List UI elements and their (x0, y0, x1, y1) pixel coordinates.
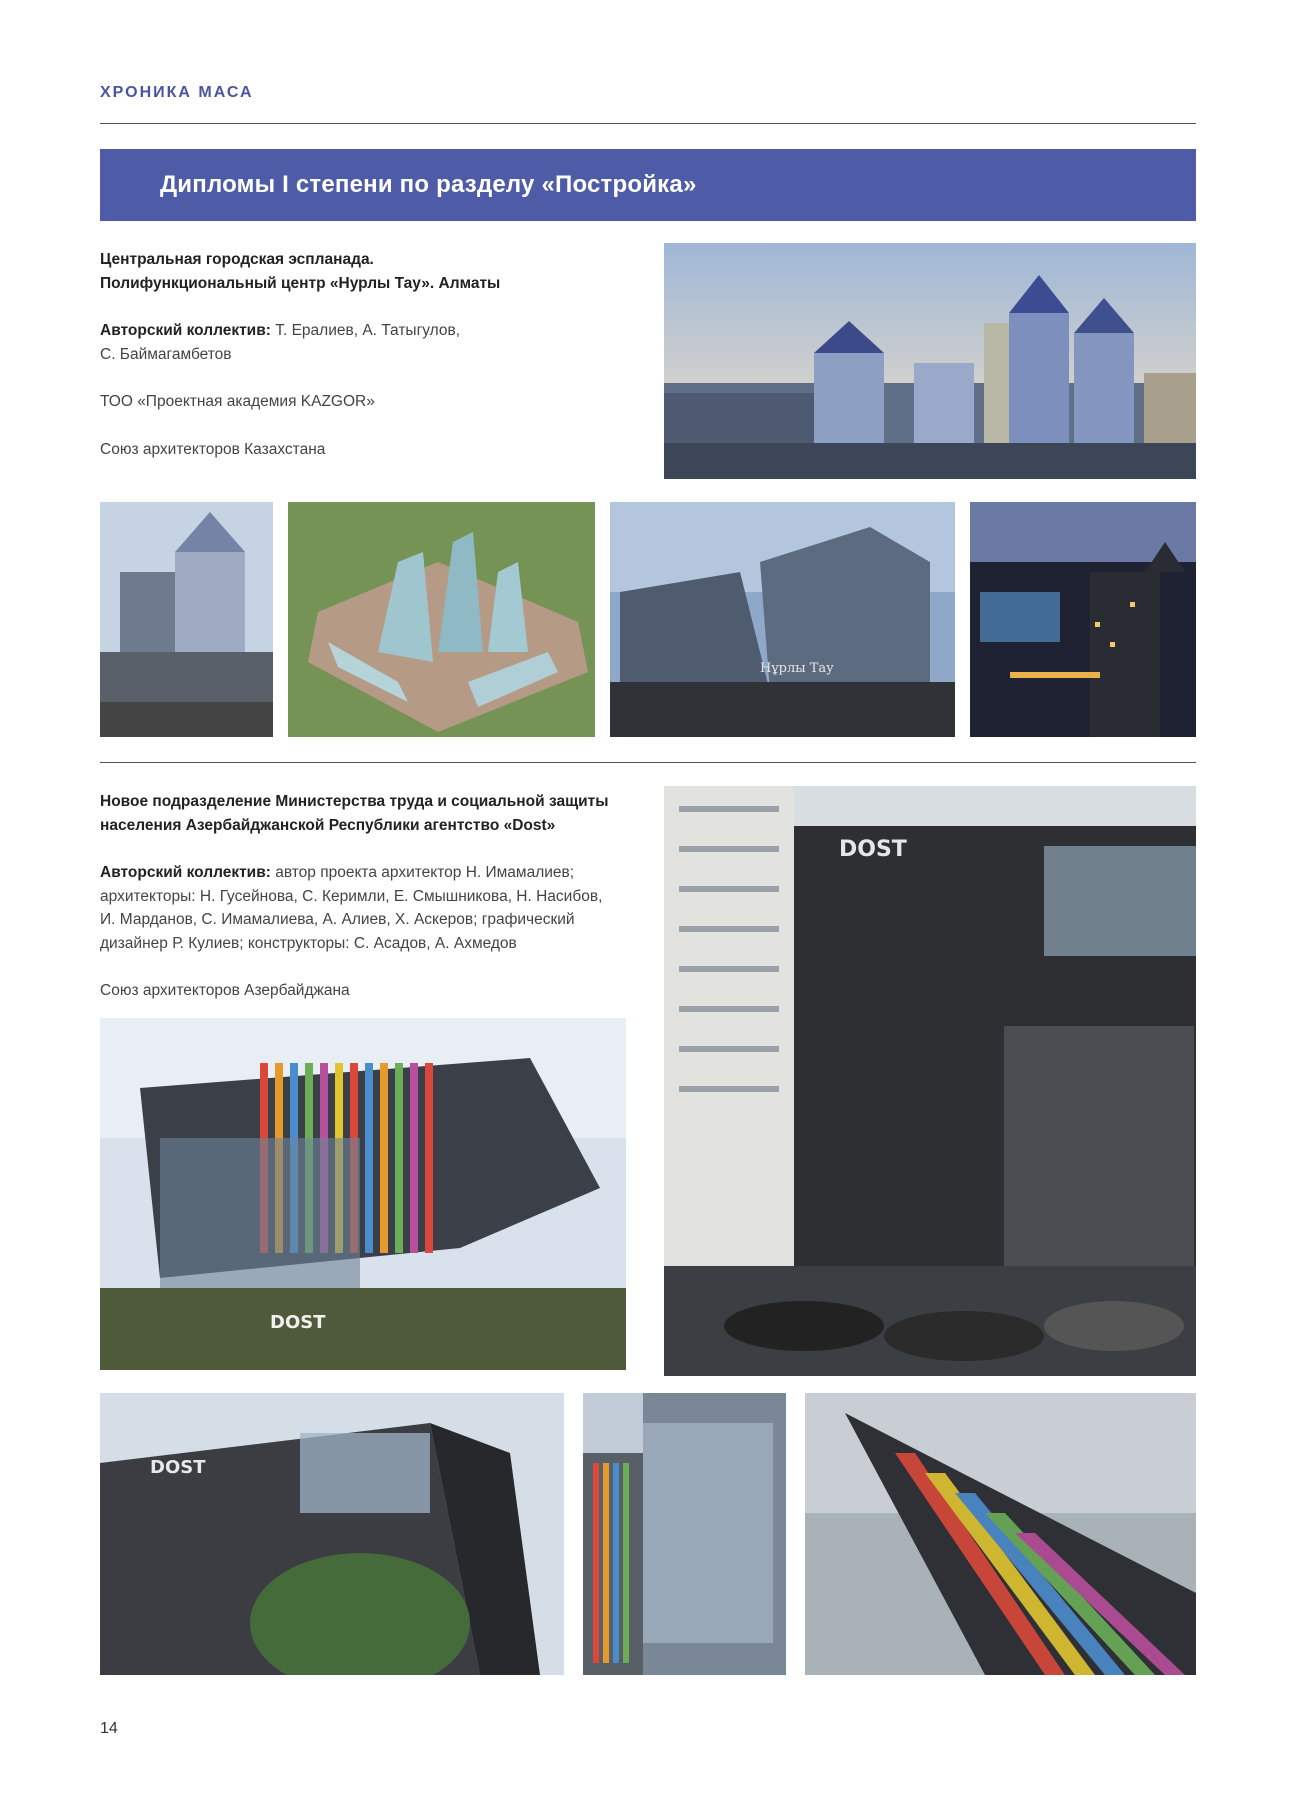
nurly-tau-street-photo (100, 502, 273, 737)
running-title: ХРОНИКА МАСА (100, 84, 254, 101)
project2-authors-line4: дизайнер Р. Кулиев; конструкторы: С. Асадов, А. Ахмедов (100, 934, 517, 952)
project2-authors-label: Авторский коллектив: (100, 864, 271, 881)
dost-building-street-photo (664, 786, 1196, 1376)
project2-authors-line3: И. Марданов, С. Имамалиева, А. Алиев, Х. Аскеров; графический (100, 911, 575, 928)
project2-authors-line1: автор проекта архитектор Н. Имамалиев; (270, 864, 575, 881)
dost-logo-text: DOST (839, 837, 907, 862)
nurly-tau-sign: Нұрлы Тау (760, 661, 834, 676)
header-divider (100, 123, 1196, 124)
dost-facade-corner-photo (100, 1393, 564, 1675)
nurly-tau-model-aerial-photo (288, 502, 595, 737)
page-number: 14 (100, 1720, 118, 1737)
project2-union: Союз архитекторов Азербайджана (100, 982, 350, 999)
nurly-tau-night-photo (970, 502, 1196, 737)
project1-authors-line1: Т. Ералиев, А. Татыгулов, (270, 322, 461, 339)
nurly-tau-skyline-photo (664, 243, 1196, 479)
project1-title-line2: Полифункциональный центр «Нурлы Тау». Алматы (100, 274, 501, 292)
project1-authors-line2: С. Баймагамбетов (100, 345, 232, 363)
project2-title-line1: Новое подразделение Министерства труда и социальной защиты (100, 793, 609, 810)
project1-union: Союз архитекторов Казахстана (100, 440, 326, 458)
project1-info (100, 248, 660, 461)
dost-building-angle-photo (100, 1018, 626, 1370)
project1-organization: ТОО «Проектная академия KAZGOR» (100, 393, 375, 410)
project2-title-line2: населения Азербайджанской Республики агентство «Dost» (100, 816, 556, 834)
section-banner-title: Дипломы I степени по разделу «Постройка» (160, 171, 697, 198)
nurly-tau-plaza-photo (610, 502, 955, 737)
project2-info (100, 790, 660, 1003)
section-banner (100, 149, 1196, 221)
project2-authors (100, 861, 660, 885)
project1-title-line1: Центральная городская эспланада. (100, 251, 374, 268)
project1-authors (100, 319, 660, 343)
project1-authors-label: Авторский коллектив: (100, 322, 271, 339)
section-divider (100, 762, 1196, 763)
dost-facade-logo: DOST (150, 1457, 206, 1478)
dost-glass-tower-photo (583, 1393, 786, 1675)
dost-facade-detail-photo (805, 1393, 1196, 1675)
project2-authors-line2: архитекторы: Н. Гусейнова, С. Керимли, Е. Смышникова, Н. Насибов, (100, 887, 603, 905)
dost-sign-text: DOST (270, 1312, 326, 1333)
